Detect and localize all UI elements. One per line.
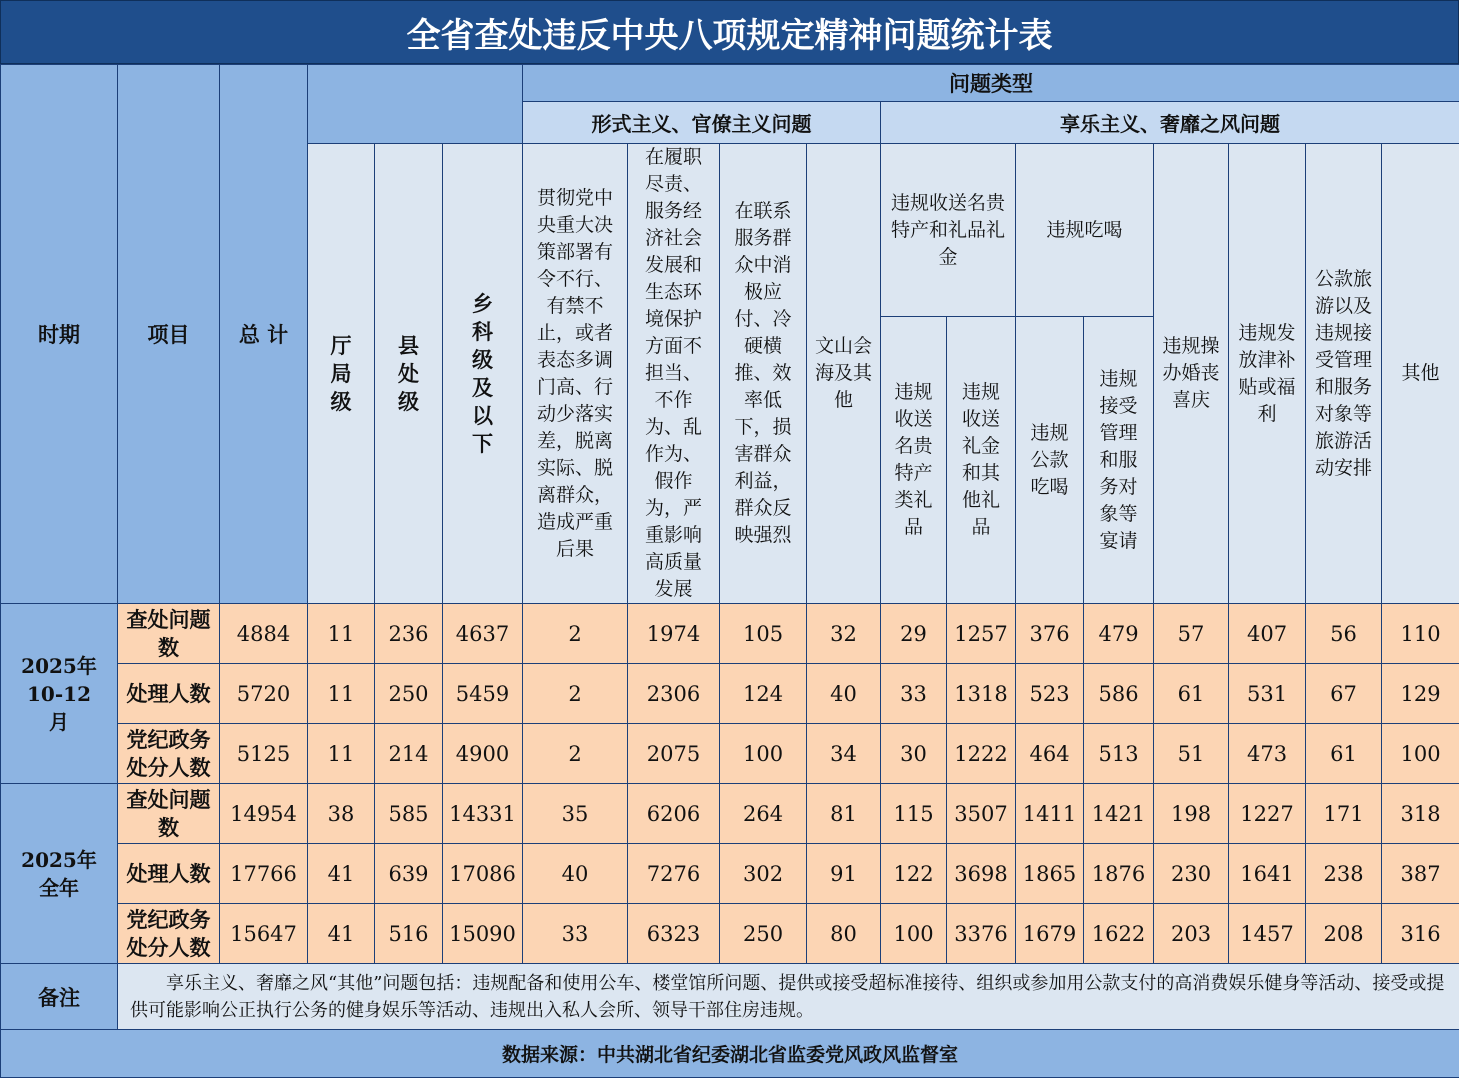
cell-value: 2 <box>523 724 628 784</box>
cell-value: 316 <box>1382 904 1459 964</box>
cell-value: 29 <box>881 604 947 664</box>
row-item-label: 党纪政务处分人数 <box>118 724 220 784</box>
cell-value: 38 <box>308 784 375 844</box>
cell-value: 100 <box>720 724 807 784</box>
cell-value: 3698 <box>947 844 1016 904</box>
cell-value: 238 <box>1306 844 1382 904</box>
cell-value: 5720 <box>220 664 308 724</box>
header-gift-money: 违规收送礼金和其他礼品 <box>947 317 1016 604</box>
table-title: 全省查处违反中央八项规定精神问题统计表 <box>0 0 1459 64</box>
cell-value: 264 <box>720 784 807 844</box>
header-formalism-3: 在联系服务群众中消极应付、冷硬横推、效率低下，损害群众利益，群众反映强烈 <box>720 144 807 604</box>
cell-value: 516 <box>375 904 443 964</box>
header-eat-public: 违规公款吃喝 <box>1016 317 1084 604</box>
header-hedonism-other: 其他 <box>1382 144 1459 604</box>
cell-value: 100 <box>881 904 947 964</box>
cell-value: 105 <box>720 604 807 664</box>
header-level-xiang: 乡科级及以下 <box>443 144 523 604</box>
cell-value: 318 <box>1382 784 1459 844</box>
cell-value: 1974 <box>628 604 720 664</box>
cell-value: 56 <box>1306 604 1382 664</box>
cell-value: 203 <box>1154 904 1229 964</box>
header-level-ting: 厅局级 <box>308 144 375 604</box>
period-label: 2025年全年 <box>1 784 118 964</box>
cell-value: 2075 <box>628 724 720 784</box>
cell-value: 6206 <box>628 784 720 844</box>
header-formalism-group: 形式主义、官僚主义问题 <box>523 102 881 144</box>
cell-value: 11 <box>308 724 375 784</box>
cell-value: 6323 <box>628 904 720 964</box>
header-formalism-4: 文山会海及其他 <box>807 144 881 604</box>
cell-value: 40 <box>523 844 628 904</box>
cell-value: 214 <box>375 724 443 784</box>
cell-value: 2 <box>523 604 628 664</box>
cell-value: 1457 <box>1229 904 1306 964</box>
header-level-xian: 县处级 <box>375 144 443 604</box>
cell-value: 1227 <box>1229 784 1306 844</box>
cell-value: 81 <box>807 784 881 844</box>
header-hedonism-group: 享乐主义、奢靡之风问题 <box>881 102 1459 144</box>
table-row <box>1 844 1459 904</box>
cell-value: 33 <box>523 904 628 964</box>
cell-value: 585 <box>375 784 443 844</box>
cell-value: 250 <box>720 904 807 964</box>
cell-value: 34 <box>807 724 881 784</box>
period-label: 2025年10-12月 <box>1 604 118 784</box>
cell-value: 198 <box>1154 784 1229 844</box>
table-row <box>1 784 1459 844</box>
header-gift-specialty: 违规收送名贵特产类礼品 <box>881 317 947 604</box>
cell-value: 1318 <box>947 664 1016 724</box>
cell-value: 3376 <box>947 904 1016 964</box>
header-eat-banquet: 违规接受管理和服务对象等宴请 <box>1084 317 1154 604</box>
cell-value: 302 <box>720 844 807 904</box>
cell-value: 513 <box>1084 724 1154 784</box>
cell-value: 4884 <box>220 604 308 664</box>
cell-value: 5459 <box>443 664 523 724</box>
cell-value: 15090 <box>443 904 523 964</box>
cell-value: 35 <box>523 784 628 844</box>
cell-value: 67 <box>1306 664 1382 724</box>
cell-value: 479 <box>1084 604 1154 664</box>
cell-value: 11 <box>308 664 375 724</box>
cell-value: 3507 <box>947 784 1016 844</box>
header-hedonism-eat: 违规吃喝 <box>1016 144 1154 317</box>
cell-value: 639 <box>375 844 443 904</box>
table-row <box>1 604 1459 664</box>
cell-value: 407 <box>1229 604 1306 664</box>
cell-value: 11 <box>308 604 375 664</box>
cell-value: 208 <box>1306 904 1382 964</box>
cell-value: 129 <box>1382 664 1459 724</box>
cell-value: 1641 <box>1229 844 1306 904</box>
cell-value: 57 <box>1154 604 1229 664</box>
header-problem-type: 问题类型 <box>523 65 1459 102</box>
cell-value: 2 <box>523 664 628 724</box>
cell-value: 115 <box>881 784 947 844</box>
cell-value: 100 <box>1382 724 1459 784</box>
cell-value: 17766 <box>220 844 308 904</box>
cell-value: 171 <box>1306 784 1382 844</box>
row-item-label: 处理人数 <box>118 844 220 904</box>
cell-value: 110 <box>1382 604 1459 664</box>
header-hedonism-wedding: 违规操办婚丧喜庆 <box>1154 144 1229 604</box>
cell-value: 14331 <box>443 784 523 844</box>
cell-value: 30 <box>881 724 947 784</box>
cell-value: 1222 <box>947 724 1016 784</box>
table-row <box>1 724 1459 784</box>
table-row <box>1 664 1459 724</box>
cell-value: 1421 <box>1084 784 1154 844</box>
cell-value: 4900 <box>443 724 523 784</box>
note-label: 备注 <box>1 964 118 1030</box>
cell-value: 17086 <box>443 844 523 904</box>
cell-value: 51 <box>1154 724 1229 784</box>
cell-value: 1876 <box>1084 844 1154 904</box>
cell-value: 40 <box>807 664 881 724</box>
data-source: 数据来源：中共湖北省纪委湖北省监委党风政风监督室 <box>1 1030 1459 1078</box>
cell-value: 523 <box>1016 664 1084 724</box>
cell-value: 61 <box>1154 664 1229 724</box>
header-period: 时期 <box>1 65 118 604</box>
row-item-label: 处理人数 <box>118 664 220 724</box>
cell-value: 236 <box>375 604 443 664</box>
statistics-table <box>0 64 1459 1078</box>
cell-value: 15647 <box>220 904 308 964</box>
cell-value: 61 <box>1306 724 1382 784</box>
cell-value: 387 <box>1382 844 1459 904</box>
cell-value: 250 <box>375 664 443 724</box>
header-formalism-1: 贯彻党中央重大决策部署有令不行、有禁不止，或者表态多调门高、行动少落实差，脱离实际、脱离群众，造成严重后果 <box>523 144 628 604</box>
cell-value: 14954 <box>220 784 308 844</box>
cell-value: 80 <box>807 904 881 964</box>
table-row <box>1 904 1459 964</box>
cell-value: 1679 <box>1016 904 1084 964</box>
header-formalism-2: 在履职尽责、服务经济社会发展和生态环境保护方面不担当、不作为、乱作为、假作为，严重影响高质量发展 <box>628 144 720 604</box>
cell-value: 33 <box>881 664 947 724</box>
cell-value: 124 <box>720 664 807 724</box>
cell-value: 376 <box>1016 604 1084 664</box>
header-item: 项目 <box>118 65 220 604</box>
cell-value: 230 <box>1154 844 1229 904</box>
header-hedonism-travel: 公款旅游以及违规接受管理和服务对象等旅游活动安排 <box>1306 144 1382 604</box>
cell-value: 5125 <box>220 724 308 784</box>
note-text: 享乐主义、奢靡之风“其他”问题包括：违规配备和使用公车、楼堂馆所问题、提供或接受超标准接待、组织或参加用公款支付的高消费娱乐健身等活动、接受或提供可能影响公正执行公务的健身娱乐等活动、违规出入私人会所、领导干部住房违规。 <box>118 964 1459 1030</box>
header-hedonism-allowance: 违规发放津补贴或福利 <box>1229 144 1306 604</box>
cell-value: 1411 <box>1016 784 1084 844</box>
cell-value: 7276 <box>628 844 720 904</box>
cell-value: 531 <box>1229 664 1306 724</box>
cell-value: 586 <box>1084 664 1154 724</box>
row-item-label: 查处问题数 <box>118 604 220 664</box>
cell-value: 464 <box>1016 724 1084 784</box>
header-total: 总 计 <box>220 65 308 604</box>
cell-value: 41 <box>308 844 375 904</box>
cell-value: 32 <box>807 604 881 664</box>
row-item-label: 党纪政务处分人数 <box>118 904 220 964</box>
cell-value: 41 <box>308 904 375 964</box>
cell-value: 4637 <box>443 604 523 664</box>
header-level-blank <box>308 65 523 144</box>
cell-value: 2306 <box>628 664 720 724</box>
cell-value: 1622 <box>1084 904 1154 964</box>
cell-value: 1257 <box>947 604 1016 664</box>
row-item-label: 查处问题数 <box>118 784 220 844</box>
cell-value: 122 <box>881 844 947 904</box>
cell-value: 1865 <box>1016 844 1084 904</box>
header-hedonism-gift: 违规收送名贵特产和礼品礼金 <box>881 144 1016 317</box>
cell-value: 91 <box>807 844 881 904</box>
cell-value: 473 <box>1229 724 1306 784</box>
